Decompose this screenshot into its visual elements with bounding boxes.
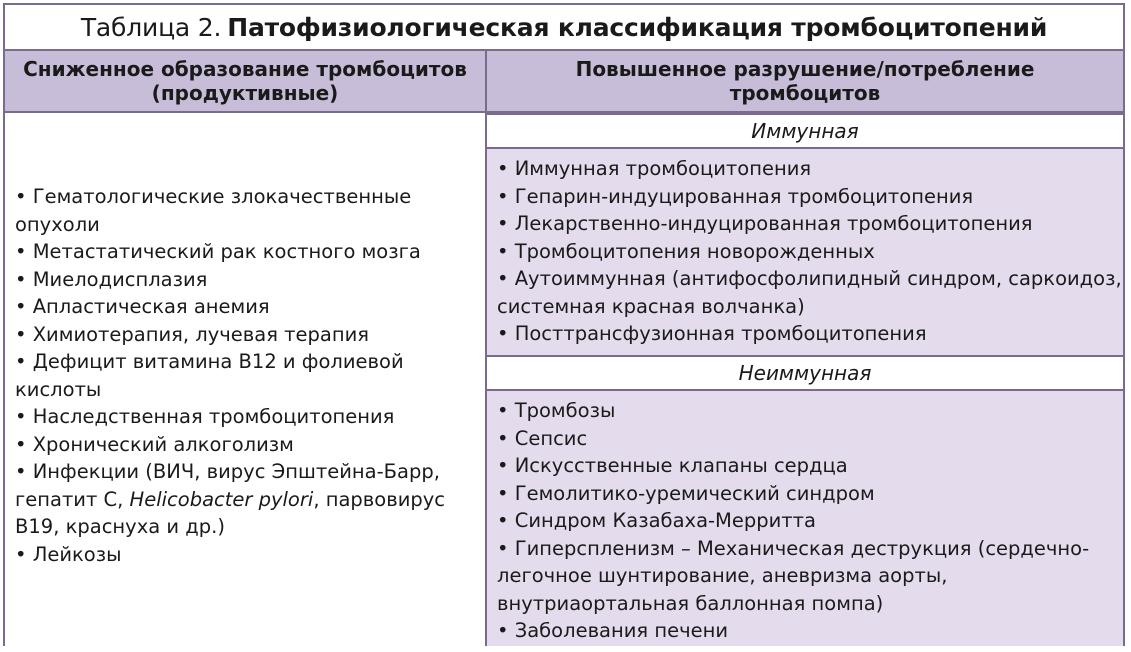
list-item: • Наследственная тромбоцитопения bbox=[15, 405, 395, 428]
table-title bbox=[5, 5, 1123, 49]
list-item: • Тромбозы bbox=[497, 399, 616, 422]
infections-text: • Инфекции (ВИЧ, вирус Эпштейна-Барр, гепатит С, bbox=[15, 460, 440, 511]
list-item: • Посттрансфузионная тромбоцитопения bbox=[497, 322, 927, 345]
list-item: • Хронический алкоголизм bbox=[15, 432, 294, 456]
list-item: • Искусственные клапаны сердца bbox=[497, 454, 848, 477]
immune-list bbox=[487, 155, 1123, 348]
nonimmune-list bbox=[487, 397, 1123, 645]
column-header-reduced-production: Сниженное образование тромбоцитов (продуктивные) bbox=[23, 57, 467, 105]
list-item: • Синдром Казабаха-Мерритта bbox=[497, 509, 816, 532]
increased-destruction-cell bbox=[485, 113, 1123, 646]
classification-table bbox=[3, 3, 1125, 646]
infections-text-end: , парвовирус В19, краснуха и др.) bbox=[15, 487, 446, 538]
list-item: • Дефицит витамина В12 и фолиевой кислоты bbox=[15, 350, 404, 401]
latin-name: Helicobacter pylori bbox=[129, 487, 314, 511]
nonimmune-subheader: Неиммунная bbox=[487, 355, 1123, 391]
immune-subheader: Иммунная bbox=[487, 113, 1123, 149]
list-item: • Гиперспленизм – Механическая деструкция (сердечно-легочное шунтирование, аневризма аорты, внутриаортальная баллонная помпа) bbox=[497, 536, 1090, 615]
list-item: • Химиотерапия, лучевая терапия bbox=[15, 322, 370, 346]
column-header-increased-destruction: Повышенное разрушение/потребление тромбоцитов bbox=[485, 51, 1123, 111]
list-item: • Апластическая анемия bbox=[15, 295, 270, 318]
list-item: • Миелодисплазия bbox=[15, 267, 208, 291]
list-item: • Заболевания печени bbox=[497, 619, 729, 642]
nonimmune-block bbox=[487, 391, 1123, 646]
list-item: • Гематологические злокачественные опухоли bbox=[15, 185, 412, 236]
list-item: • Лейкозы bbox=[15, 542, 122, 566]
list-item: • Тромбоцитопения новорожденных bbox=[497, 239, 875, 263]
immune-block bbox=[487, 149, 1123, 355]
list-item-infections bbox=[15, 458, 475, 541]
list-item: • Гемолитико-уремический синдром bbox=[497, 481, 875, 505]
reduced-production-list bbox=[5, 183, 485, 568]
list-item: • Аутоиммунная (антифосфолипидный синдром, саркоидоз, системная красная волчанка) bbox=[497, 267, 1122, 318]
list-item: • Иммунная тромбоцитопения bbox=[497, 157, 812, 180]
list-item: • Гепарин-индуцированная тромбоцитопения bbox=[497, 184, 974, 208]
list-item: • Сепсис bbox=[497, 426, 588, 450]
table-header-row bbox=[5, 49, 1123, 113]
table-number: Таблица 2. bbox=[80, 12, 222, 42]
list-item: • Метастатический рак костного мозга bbox=[15, 240, 421, 263]
reduced-production-cell bbox=[5, 113, 485, 646]
list-item: • Лекарственно-индуцированная тромбоцитопения bbox=[497, 212, 1033, 235]
table-title-text: Патофизиологическая классификация тромбоцитопений bbox=[227, 12, 1048, 42]
